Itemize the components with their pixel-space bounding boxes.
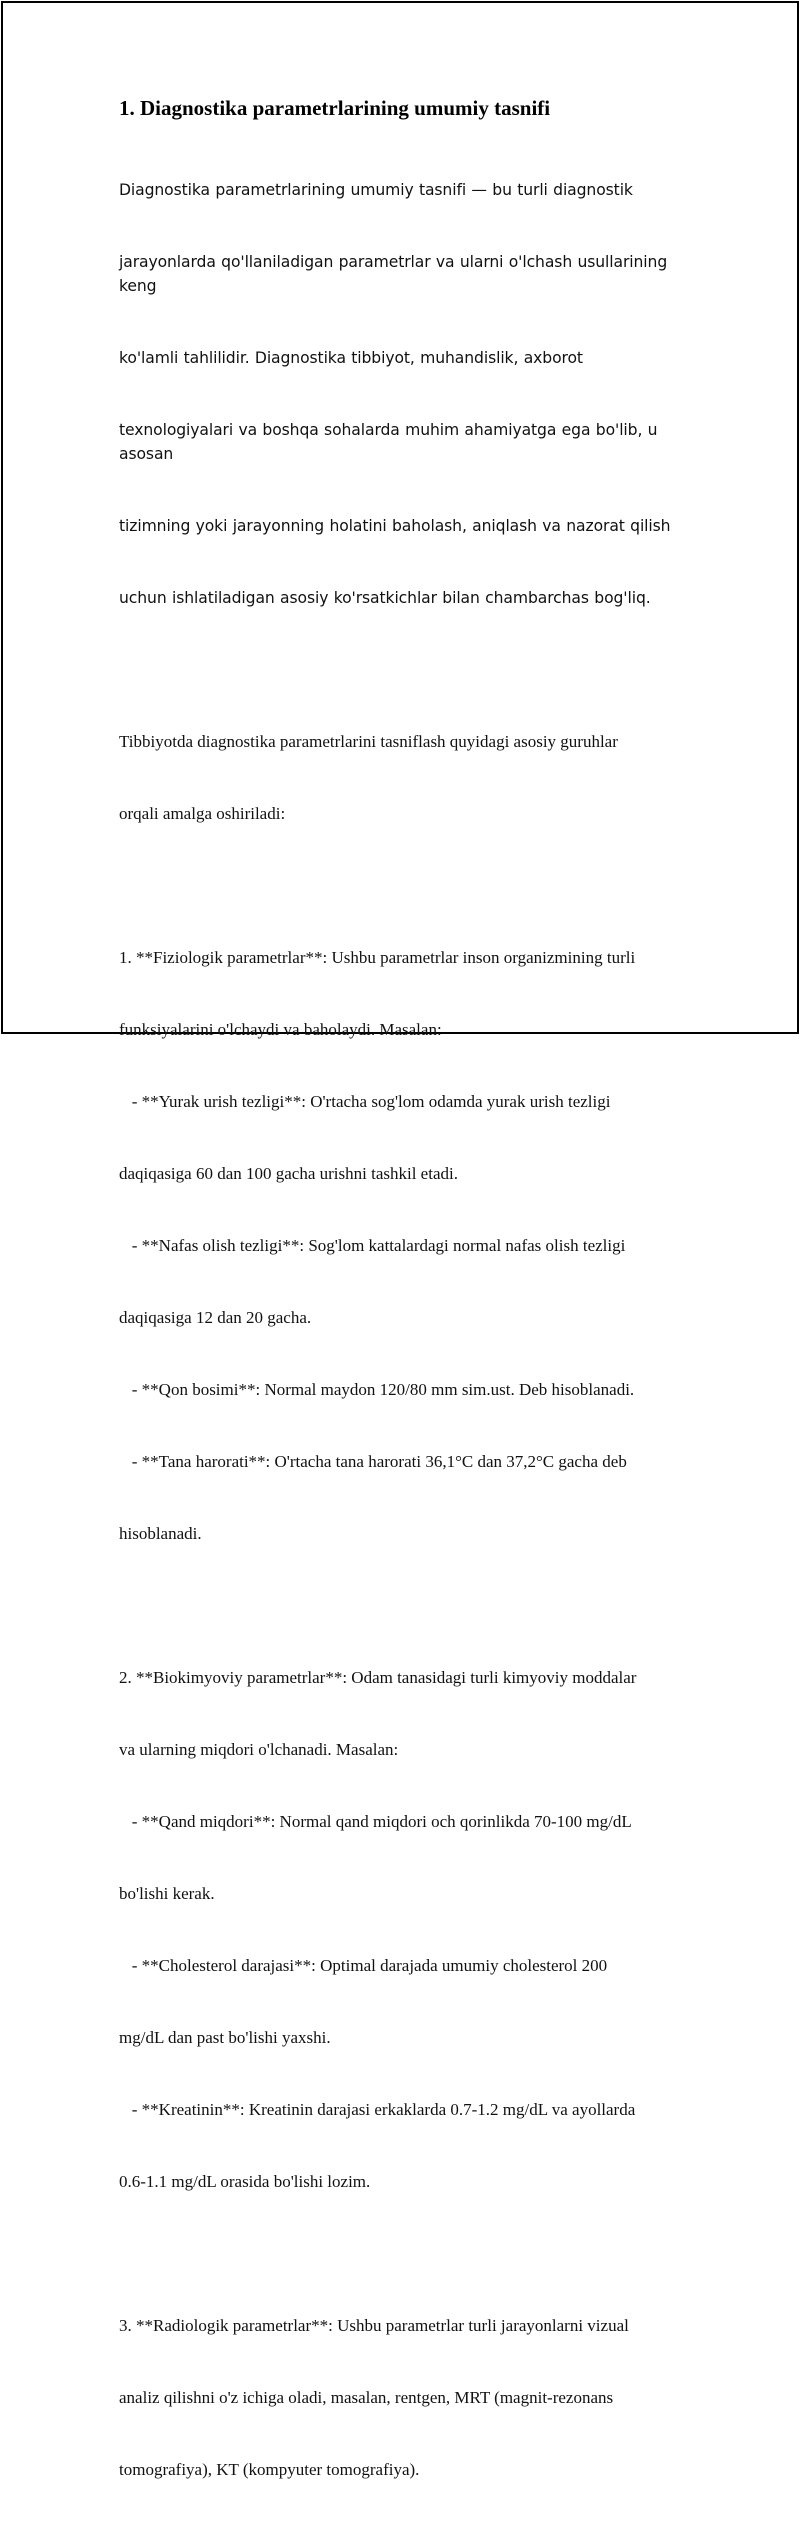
lead-paragraph (119, 682, 689, 874)
list-item-line: - **Kreatinin**: Kreatinin darajasi erkaklarda 0.7-1.2 mg/dL va ayollarda (119, 2100, 636, 2119)
intro-line: texnologiyalari va boshqa sohalarda muhim ahamiyatga ega bo'lib, u asosan (119, 421, 663, 463)
list-item-line: bo'lishi kerak. (119, 1884, 215, 1903)
paragraph-gap (119, 658, 689, 682)
section-heading-line: 3. **Radiologik parametrlar**: Ushbu parametrlar turli jarayonlarni vizual (119, 2316, 629, 2335)
paragraph-gap (119, 1594, 689, 1618)
section-physiological (119, 898, 689, 1594)
intro-line: Diagnostika parametrlarining umumiy tasnifi — bu turli diagnostik (119, 181, 633, 199)
section-line: funksiyalarini o'lchaydi va baholaydi. Masalan: (119, 1020, 442, 1039)
intro-line: jarayonlarda qo'llaniladigan parametrlar va ularni o'lchash usullarining keng (119, 253, 673, 295)
intro-line: uchun ishlatiladigan asosiy ko'rsatkichlar bilan chambarchas bog'liq. (119, 589, 651, 607)
list-item-line: - **Tana harorati**: O'rtacha tana harorati 36,1°C dan 37,2°C gacha deb (119, 1452, 627, 1471)
section-line: va ularning miqdori o'lchanadi. Masalan: (119, 1740, 399, 1759)
section-line: analiz qilishni o'z ichiga oladi, masalan, rentgen, MRT (magnit-rezonans (119, 2388, 614, 2407)
lead-line: orqali amalga oshiriladi: (119, 804, 286, 823)
list-item-line: - **Qon bosimi**: Normal maydon 120/80 mm sim.ust. Deb hisoblanadi. (119, 1380, 635, 1399)
list-item-line: - **Yurak urish tezligi**: O'rtacha sog'lom odamda yurak urish tezligi (119, 1092, 611, 1111)
list-item-line: 0.6-1.1 mg/dL orasida bo'lishi lozim. (119, 2172, 371, 2191)
document-page (1, 1, 799, 2479)
list-item-line: daqiqasiga 60 dan 100 gacha urishni tashkil etadi. (119, 1164, 458, 1183)
intro-paragraph (119, 130, 689, 658)
section-heading-line: 1. **Fiziologik parametrlar**: Ushbu parametrlar inson organizmining turli (119, 948, 636, 967)
section-biochemical (119, 1618, 689, 2242)
lead-line: Tibbiyotda diagnostika parametrlarini tasniflash quyidagi asosiy guruhlar (119, 732, 618, 751)
paragraph-gap (119, 874, 689, 898)
intro-line: tizimning yoki jarayonning holatini baholash, aniqlash va nazorat qilish (119, 517, 671, 535)
list-item-line: - **Nafas olish tezligi**: Sog'lom kattalardagi normal nafas olish tezligi (119, 1236, 626, 1255)
list-item-line: daqiqasiga 12 dan 20 gacha. (119, 1308, 312, 1327)
list-item-line: mg/dL dan past bo'lishi yaxshi. (119, 2028, 331, 2047)
list-item-line: hisoblanadi. (119, 1524, 202, 1543)
list-item-line: - **Cholesterol darajasi**: Optimal darajada umumiy cholesterol 200 (119, 1956, 608, 1975)
document-content (119, 95, 689, 2530)
intro-line: ko'lamli tahlilidir. Diagnostika tibbiyot, muhandislik, axborot (119, 349, 583, 367)
section-radiological (119, 2266, 689, 2530)
list-item-line: - **Qand miqdori**: Normal qand miqdori och qorinlikda 70-100 mg/dL (119, 1812, 632, 1831)
paragraph-gap (119, 2242, 689, 2266)
section-line: tomografiya), KT (kompyuter tomografiya). (119, 2460, 420, 2479)
section-heading-line: 2. **Biokimyoviy parametrlar**: Odam tanasidagi turli kimyoviy moddalar (119, 1668, 637, 1687)
document-title: 1. Diagnostika parametrlarining umumiy tasnifi (119, 96, 551, 120)
